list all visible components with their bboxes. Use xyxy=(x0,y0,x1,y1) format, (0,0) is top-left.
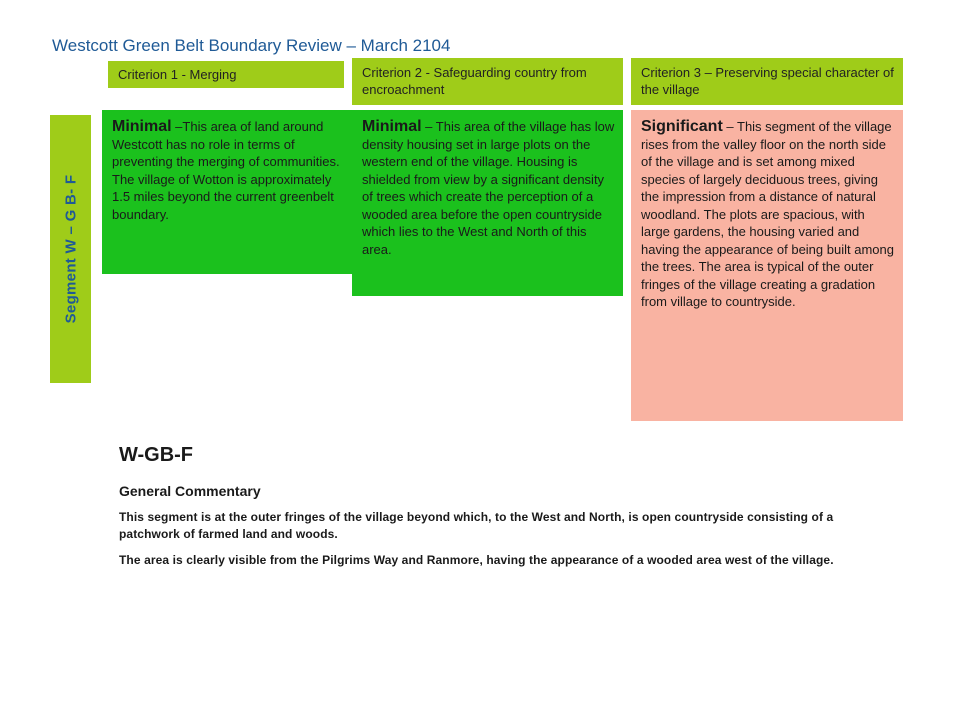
commentary-paragraph-2: The area is clearly visible from the Pilgrims Way and Ranmore, having the appearance of a wooded area west of the village. xyxy=(119,553,834,567)
page-title: Westcott Green Belt Boundary Review – March 2104 xyxy=(52,36,451,55)
criterion-2-header: Criterion 2 - Safeguarding country from encroachment xyxy=(352,58,623,105)
commentary-paragraph-1: This segment is at the outer fringes of the village beyond which, to the West and North, is open countryside consisting of a patchwork of farmed land and woods. xyxy=(119,510,834,541)
criterion-2-text: – This area of the village has low density housing set in large plots on the western end of the village. Housing is shielded from view by a significant density of trees which create the perception of a wooded area before the open countryside which lies to the West and North of this area. xyxy=(362,119,615,257)
criterion-1-assessment xyxy=(102,110,352,274)
criterion-1-rating: Minimal xyxy=(112,118,172,135)
criterion-2-rating: Minimal xyxy=(362,118,422,135)
general-commentary xyxy=(119,444,889,578)
criterion-1-text: –This area of land around Westcott has no role in terms of preventing the merging of communities. xyxy=(112,119,340,169)
criterion-1-header: Criterion 1 - Merging xyxy=(108,61,344,88)
criterion-2-assessment xyxy=(352,110,623,296)
criterion-3-rating: Significant xyxy=(641,118,723,135)
segment-label: Segment W – G B- F xyxy=(62,174,79,324)
criterion-3-text: – This segment of the village rises from the valley floor on the north side of the village and is set among mixed species of largely deciduous trees, giving the impression from a distance of natural woodland. The plots are spacious, with large gardens, the housing varied and having the appearance of being built among the trees. The area is typical of the outer fringes of the village creating a gradation from village to countryside. xyxy=(641,119,894,309)
criterion-3-header: Criterion 3 – Preserving special character of the village xyxy=(631,58,903,105)
commentary-subheading: General Commentary xyxy=(119,483,261,499)
commentary-heading: W-GB-F xyxy=(119,444,194,466)
criterion-3-assessment xyxy=(631,110,903,421)
segment-label-bar xyxy=(50,115,91,383)
criterion-1-text-2: The village of Wotton is approximately 1.5 miles beyond the current greenbelt boundary. xyxy=(112,171,334,222)
